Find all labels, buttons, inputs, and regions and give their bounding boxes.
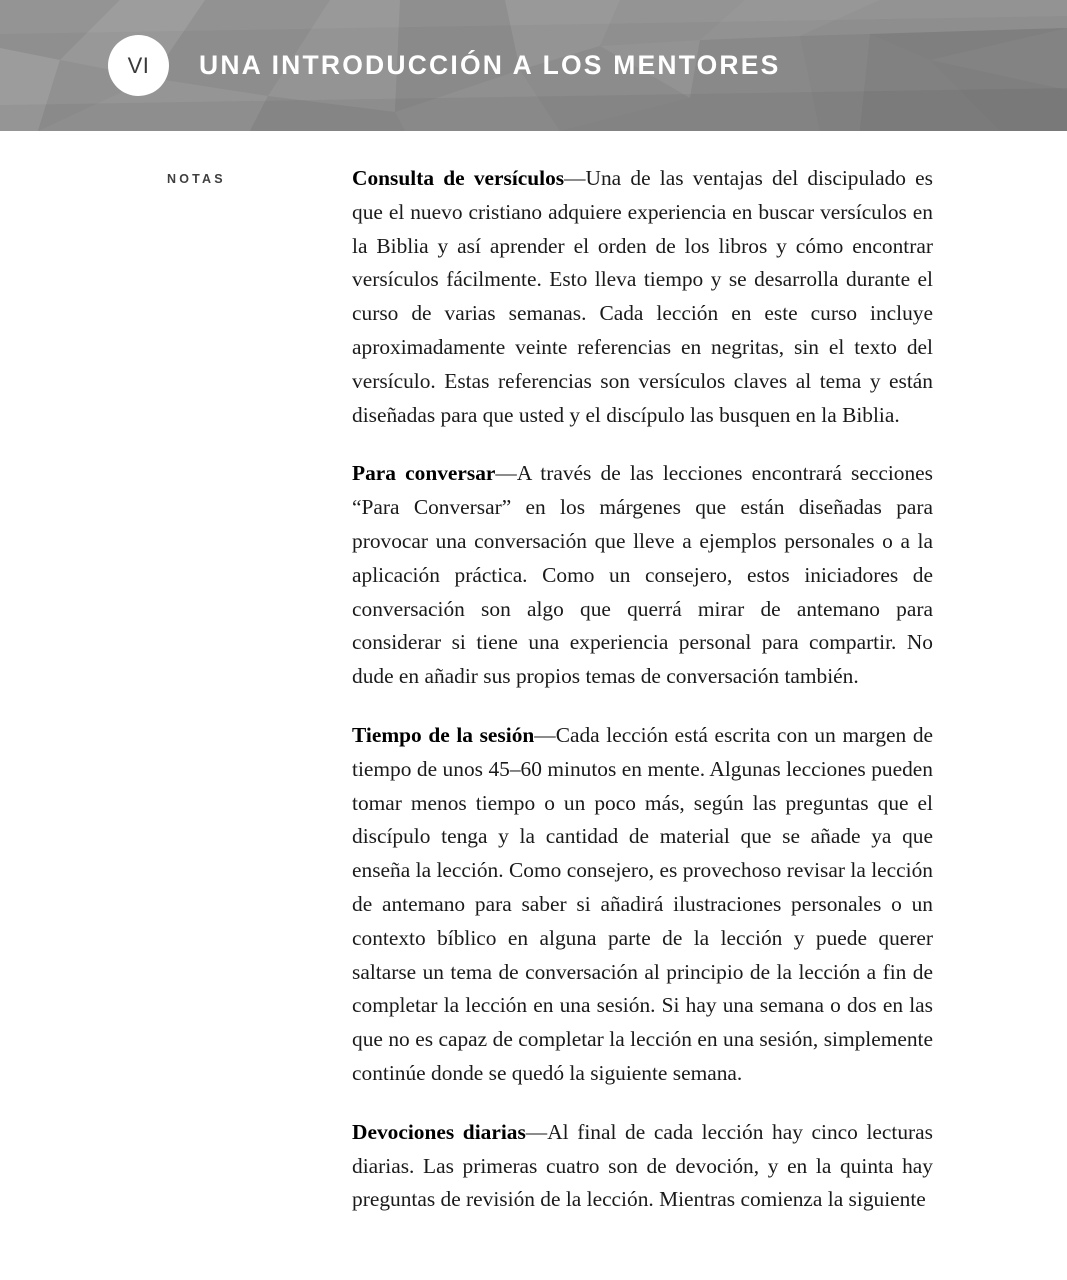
paragraph-lead-label: Devociones diarias <box>352 1119 526 1144</box>
chapter-number-label: VI <box>127 52 150 78</box>
paragraph-lead-label: Para conversar <box>352 461 496 486</box>
paragraph-devociones-diarias <box>352 1116 933 1217</box>
page-header <box>0 0 1067 131</box>
page-title: UNA INTRODUCCIÓN A LOS MENTORES <box>199 50 781 81</box>
paragraph-lead-label: Consulta de versículos <box>352 166 565 190</box>
main-text-column <box>352 162 933 1217</box>
header-content <box>0 0 1067 131</box>
paragraph-body-text: —Cada lección está escrita con un margen de tiempo de unos 45–60 minutos en mente. Algunas lecciones pueden tomar menos tiempo o un poco más, según las preguntas que el discípulo tenga y la cantidad de material que se añade ya que enseña la lección. Como consejero, es provechoso revisar la lección de antemano para saber si añadirá ilustraciones personales o un contexto bíblico en alguna parte de la lección y puede querer saltarse un tema de conversación al principio de la lección a fin de completar la lección en una sesión. Si hay una semana o dos en las que no es capaz de completar la lección en una sesión, simplemente continúe donde se quedó la siguiente semana. <box>352 722 934 1085</box>
paragraph-tiempo-de-la-sesion <box>352 719 933 1091</box>
paragraph-body-text: —A través de las lecciones encontrará secciones “Para Conversar” en los márgenes que están diseñadas para provocar una conversación que lleve a ejemplos personales o a la aplicación práctica. Como un consejero, estos iniciadores de conversación son algo que querrá mirar de antemano para considerar si tiene una experiencia personal para compartir. No dude en añadir sus propios temas de conversación también. <box>352 461 933 689</box>
paragraph-body-text: —Al final de cada lección hay cinco lecturas diarias. Las primeras cuatro son de devoción, y en la quinta hay preguntas de revisión de la lección. Mientras comienza la siguiente <box>352 1119 933 1212</box>
paragraph-consulta-de-versiculos <box>352 162 933 432</box>
page-body <box>0 131 1067 1280</box>
notes-margin-label: NOTAS <box>167 172 226 186</box>
paragraph-body-text: —Una de las ventajas del discipulado es que el nuevo cristiano adquiere experiencia en buscar versículos en la Biblia y así aprender el orden de los libros y cómo encontrar versículos fácilmente. Esto lleva tiempo y se desarrolla durante el curso de varias semanas. Cada lección en este curso incluye aproximadamente veinte referencias en negritas, sin el texto del versículo. Estas referencias son versículos claves al tema y están diseñadas para que usted y el discípulo las busquen en la Biblia. <box>352 166 934 427</box>
paragraph-para-conversar <box>352 457 933 694</box>
chapter-number-badge <box>108 35 169 96</box>
paragraph-lead-label: Tiempo de la sesión <box>352 722 535 747</box>
